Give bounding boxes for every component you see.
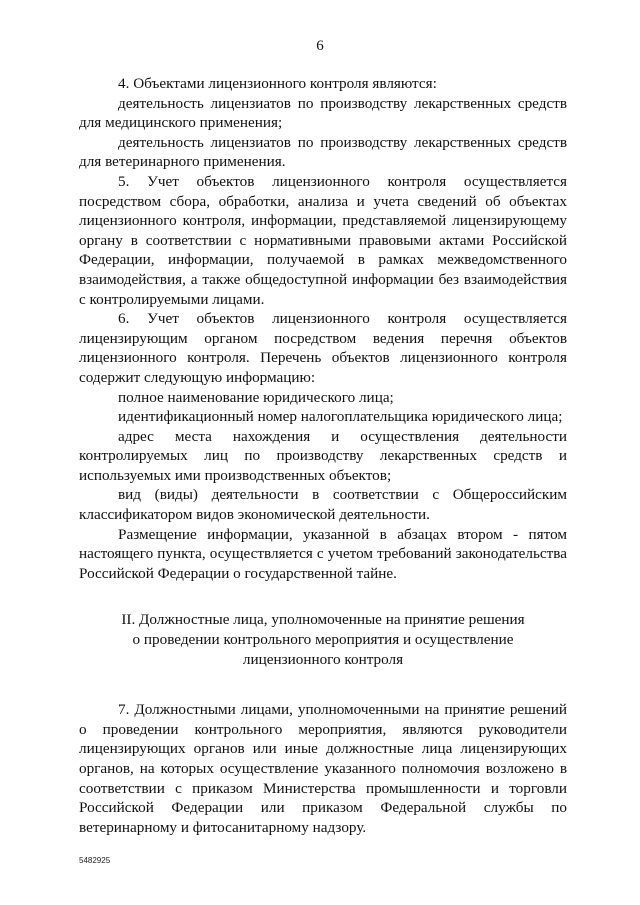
section-heading-line-1: II. Должностные лица, уполномоченные на принятие решения bbox=[121, 611, 525, 629]
paragraph-5: 5. Учет объектов лицензионного контроля осуществляется посредством сбора, обработки, анализа и учета сведений об объектах лицензионного контроля, информации, представляемой лицензирующему органу в соответствии с нормативными правовыми актами Российской Федерации, информации, получаемой в рамках межведомственного взаимодействия, а также общедоступной информации без взаимодействия с контролируемыми лицами. bbox=[79, 172, 567, 308]
paragraph-6-item-activity: вид (виды) деятельности в соответствии с Общероссийским классификатором видов экономической деятельности. bbox=[79, 486, 567, 524]
section-heading-line-2: о проведении контрольного мероприятия и осуществление bbox=[132, 631, 514, 649]
paragraph-6-intro: 6. Учет объектов лицензионного контроля осуществляется лицензирующим органом посредством ведения перечня объектов лицензионного контроля. Перечень объектов лицензионного контроля содержит следующую информацию: bbox=[79, 310, 567, 386]
paragraph-6-item-name: полное наименование юридического лица; bbox=[118, 388, 394, 406]
paragraph-7: 7. Должностными лицами, уполномоченными на принятие решений о проведении контрольного мероприятия, являются руководители лицензирующих органов или иные должностные лица лицензирующих органов, на которых осуществление указанного полномочия возложено в соответствии с приказом Министерства промышленности и торговли Российской Федерации или приказом Федеральной службы по ветеринарному и фитосанитарному надзору. bbox=[79, 701, 567, 836]
paragraph-4-item-medical: деятельность лицензиатов по производству лекарственных средств для медицинского применения; bbox=[79, 94, 567, 132]
document-code: 5482925 bbox=[79, 856, 111, 865]
paragraph-6-item-inn: идентификационный номер налогоплательщика юридического лица; bbox=[118, 408, 563, 426]
paragraph-4-intro: 4. Объектами лицензионного контроля являются: bbox=[118, 75, 437, 92]
paragraph-6-item-address: адрес места нахождения и осуществления деятельности контролируемых лиц по производству лекарственных средств и используемых ими производственных объектов; bbox=[79, 427, 567, 484]
page-number: 6 bbox=[316, 38, 324, 54]
paragraph-4-item-veterinary: деятельность лицензиатов по производству лекарственных средств для ветеринарного применения. bbox=[79, 133, 567, 171]
section-heading bbox=[79, 610, 567, 669]
paragraph-6-placement: Размещение информации, указанной в абзацах втором - пятом настоящего пункта, осуществляется с учетом требований законодательства Российской Федерации о государственной тайне. bbox=[79, 525, 567, 582]
section-heading-line-3: лицензионного контроля bbox=[242, 650, 404, 668]
document-body bbox=[79, 74, 567, 837]
